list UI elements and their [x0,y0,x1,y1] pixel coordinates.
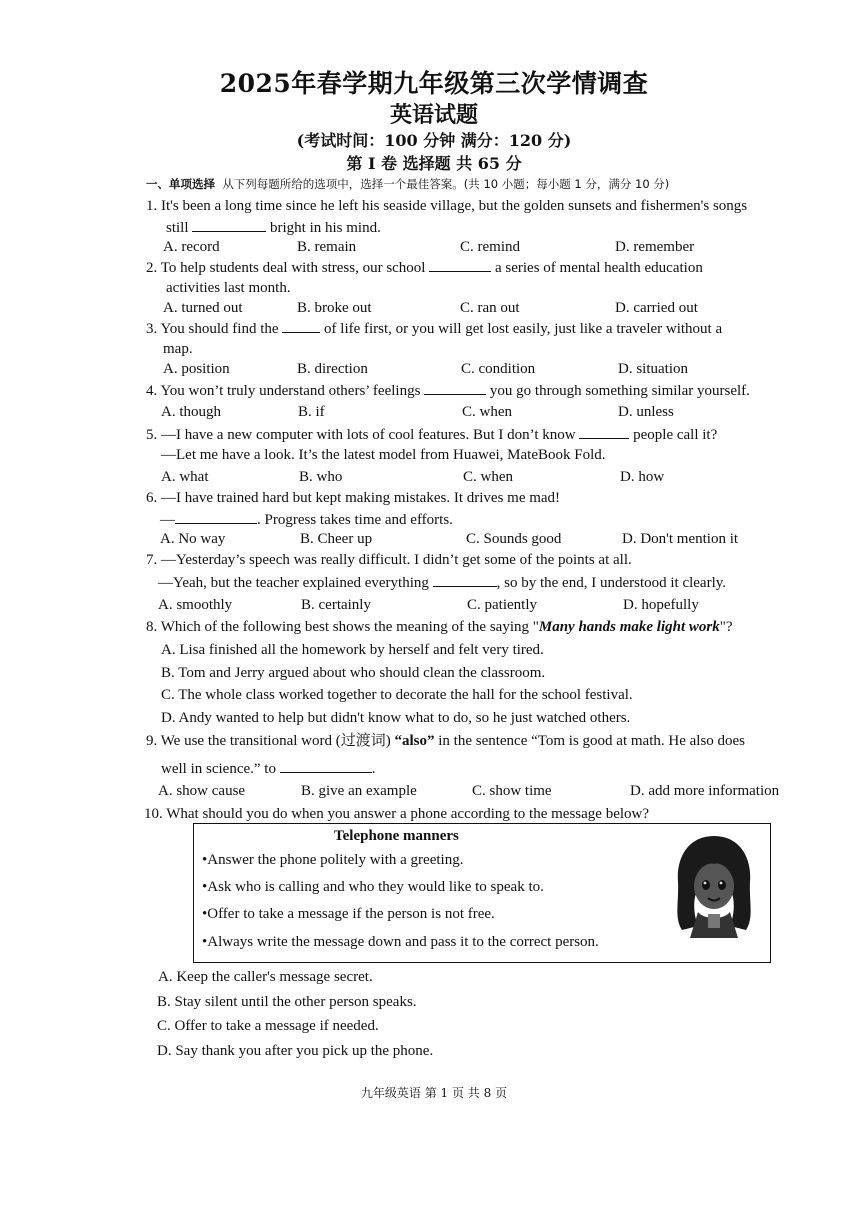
answer-blank [282,319,320,333]
q4-text: 4. You won’t truly understand others’ feelings [146,383,421,399]
q2-stem-line2: activities last month. [166,280,291,296]
exam-title: 2025年春学期九年级第三次学情调查 [219,69,649,98]
q1-text: bright in his mind. [270,220,381,236]
q3-stem-line2: map. [163,341,193,357]
q9-stem-line1 [146,732,745,750]
q4-option-b: B. if [298,404,325,420]
q9-text: 9. We use the transitional word (过渡词) [146,733,395,749]
q7-option-c: C. patiently [467,597,537,613]
q8-text: "? [719,619,733,635]
section-label: 一、单项选择 [146,177,215,191]
answer-blank [429,258,491,272]
q6-option-d: D. Don't mention it [622,531,739,547]
q7-option-b: B. certainly [301,597,371,613]
box-item: •Offer to take a message if the person is not free. [202,906,495,922]
q9-text: in the sentence “Tom is good at math. He also does [434,733,746,749]
q2-option-a: A. turned out [163,300,243,316]
q1-option-c: C. remind [460,239,520,255]
q2-stem-line1 [146,258,703,277]
q5-stem-line1 [146,425,717,444]
exam-time-info: (考试时间：100 分钟 满分：120 分) [296,131,572,150]
q9-option-b: B. give an example [301,783,417,799]
q10-option-b: B. Stay silent until the other person speaks. [157,994,417,1010]
q7-text: —Yeah, but the teacher explained everything [158,575,429,591]
q8-stem [146,618,733,636]
q6-option-c: C. Sounds good [466,531,562,547]
q7-text: , so by the end, I understood it clearly. [496,575,727,591]
q9-word: “also” [394,733,435,749]
q5-option-d: D. how [620,469,665,485]
section-heading [146,176,669,192]
answer-blank [175,510,257,524]
q6-stem-line1: 6. —I have trained hard but kept making mistakes. It drives me mad! [146,490,561,506]
girl-illustration [668,830,760,938]
q9-option-c: C. show time [472,783,552,799]
q9-text: . [371,761,376,777]
q1-option-a: A. record [163,239,220,255]
section-instruction: 从下列每题所给的选项中，选择一个最佳答案。(共 10 小题；每小题 1 分，满分 10 分) [222,177,670,191]
q8-option-d: D. Andy wanted to help but didn't know what to do, so he just watched others. [161,710,631,726]
q2-option-c: C. ran out [460,300,520,316]
answer-blank [280,759,372,773]
q7-option-d: D. hopefully [623,597,699,613]
q2-option-d: D. carried out [615,300,698,316]
q3-text: 3. You should find the [146,321,279,337]
q4-option-d: D. unless [618,404,674,420]
q6-stem-line2 [160,510,453,529]
answer-blank [424,381,486,395]
q9-option-a: A. show cause [158,783,246,799]
q5-text: 5. —I have a new computer with lots of cool features. But I don’t know [146,427,576,443]
q1-stem-line1: 1. It's been a long time since he left his seaside village, but the golden sunsets and fishermen's songs [146,198,748,214]
q4-stem [146,381,750,400]
q1-option-d: D. remember [615,239,695,255]
box-item: •Ask who is calling and who they would like to speak to. [202,879,544,895]
q10-stem: 10. What should you do when you answer a phone according to the message below? [144,806,650,822]
q3-option-d: D. situation [618,361,688,377]
q1-text: still [166,220,189,236]
page-footer: 九年级英语 第 1 页 共 8 页 [360,1086,508,1100]
q7-stem-line1: 7. —Yesterday’s speech was really difficult. I didn’t get some of the points at all. [146,552,632,568]
q6-text: . Progress takes time and efforts. [257,512,453,528]
q5-option-b: B. who [299,469,343,485]
q4-option-c: C. when [462,404,512,420]
q5-option-c: C. when [463,469,513,485]
box-item: •Answer the phone politely with a greeting. [202,852,464,868]
answer-blank [579,425,629,439]
answer-blank [433,573,497,587]
q5-text: people call it? [633,427,718,443]
q2-option-b: B. broke out [297,300,372,316]
q6-text: — [160,512,175,528]
q9-text: well in science.” to [161,761,276,777]
q3-text: of life first, or you will get lost easily, just like a traveler without a [324,321,723,337]
q6-option-b: B. Cheer up [300,531,373,547]
q9-stem-line2 [161,759,375,778]
q10-option-c: C. Offer to take a message if needed. [157,1018,379,1034]
telephone-manners-box [193,823,771,963]
q4-text: you go through something similar yourself. [489,383,750,399]
q8-saying: Many hands make light work [538,619,720,635]
answer-blank [192,218,266,232]
box-item: •Always write the message down and pass it to the correct person. [202,934,599,950]
q6-option-a: A. No way [160,531,226,547]
box-title: Telephone manners [334,828,459,844]
q4-option-a: A. though [161,404,221,420]
q2-text: a series of mental health education [494,260,703,276]
q1-stem-line2 [166,218,381,237]
q8-text: 8. Which of the following best shows the meaning of the saying " [146,619,539,635]
q7-option-a: A. smoothly [158,597,233,613]
q8-option-b: B. Tom and Jerry argued about who should clean the classroom. [161,665,546,681]
q1-option-b: B. remain [297,239,357,255]
q10-option-d: D. Say thank you after you pick up the phone. [157,1043,434,1059]
q3-option-c: C. condition [461,361,536,377]
q3-option-a: A. position [163,361,230,377]
exam-subject: 英语试题 [389,102,478,128]
q7-stem-line2 [158,573,726,592]
q8-option-c: C. The whole class worked together to decorate the hall for the school festival. [161,687,633,703]
q5-option-a: A. what [161,469,209,485]
q5-stem-line2: —Let me have a look. It’s the latest model from Huawei, MateBook Fold. [161,447,606,463]
q8-option-a: A. Lisa finished all the homework by herself and felt very tired. [161,642,544,658]
q2-text: 2. To help students deal with stress, our school [146,260,426,276]
q9-option-d: D. add more information [630,783,780,799]
q10-option-a: A. Keep the caller's message secret. [158,969,373,985]
q3-stem-line1 [146,319,722,338]
exam-part-title: 第 I 卷 选择题 共 65 分 [346,154,522,173]
q3-option-b: B. direction [297,361,368,377]
